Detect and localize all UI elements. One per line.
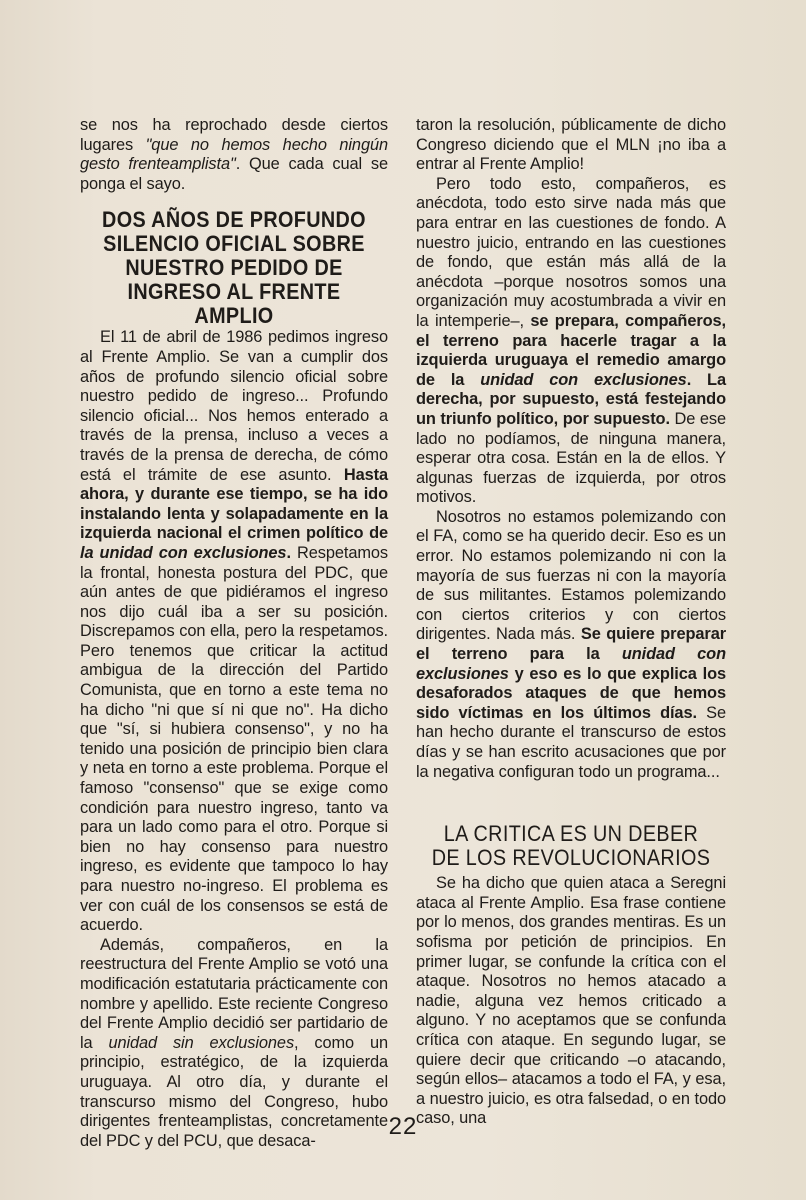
section-heading-2: LA CRITICA ES UN DEBER DE LOS REVOLUCIONARIOS	[431, 821, 711, 871]
text-run: se nos ha reprochado desde ciertos lugares	[80, 116, 388, 154]
italic-run: unidad sin exclusiones	[108, 1033, 295, 1052]
bold-run: Hasta ahora, y durante ese tiempo, se ha ido instalando lenta y solapadamente en la izquierda nacional el crimen político de	[80, 465, 388, 543]
text-run: , como un principio, estratégico, de la izquierda uruguaya. Al otro día, y durante el transcurso mismo del Congreso, hubo dirigentes frenteamplistas, concretamente del PDC y del PCU, que desaca-	[80, 1033, 388, 1150]
bold-italic-run: unidad con exclusiones	[416, 645, 726, 683]
bold-run: Se quiere preparar el terreno para la	[416, 625, 726, 664]
text-run: . Que cada cual se ponga el sayo.	[80, 155, 388, 193]
right-paragraph-3	[416, 508, 726, 782]
bold-run: .	[286, 543, 291, 562]
text-run: Pero todo esto, compañeros, es anécdota, todo esto sirve nada más que para entrar en las cuestiones de fondo. A nuestro juicio, entrando en las cuestiones de fondo, que están más allá de la anécdota –porque nosotros somos una organización muy acostumbrada a vivir en la intemperie–,	[416, 174, 726, 330]
text-run: El 11 de abril de 1986 pedimos ingreso al Frente Amplio. Se van a cumplir dos años de profundo silencio oficial sobre nuestro pedido de ingreso... Profundo silencio oficial... Nos hemos enterado a través de la prensa, incluso a veces a través de la prensa de derecha, de cómo está el trámite de ese asunto.	[80, 328, 388, 484]
bold-italic-run: la unidad con exclusiones	[80, 543, 287, 562]
text-run: Además, compañeros, en la reestructura del Frente Amplio se votó una modificación estatutaria prácticamente con nombre y apellido. Este reciente Congreso del Frente Amplio decidió ser partidario de la	[80, 935, 388, 1052]
left-column	[80, 116, 388, 1151]
italic-quote: "que no hemos hecho ningún gesto frenteamplista"	[80, 135, 388, 174]
bold-run: . La derecha, por supuesto, está festejando un triunfo político, por supuesto.	[416, 370, 726, 428]
bold-run: se prepara, compañeros, el terreno para hacerle tragar a la izquierda uruguaya el remedio amargo de la	[416, 311, 726, 389]
section-heading-1: DOS AÑOS DE PROFUNDO SILENCIO OFICIAL SOBRE NUESTRO PEDIDO DE INGRESO AL FRENTE AMPLIO	[102, 207, 366, 329]
text-run: Respetamos la frontal, honesta postura del PDC, que aún antes de que pidiéramos el ingreso nos dijo cuál iba a ser su posición. Discrepamos con ella, pero la respetamos. Pero tenemos que criticar la actitud ambigua de la dirección del Partido Comunista, que en torno a este tema no ha dicho "ni que sí ni que no". Ha dicho que "sí, si hubiera consenso", y no ha tenido una posición de principio bien clara y neta en torno a este problema. Porque el famoso "consenso" que se exige como condición para nuestro ingreso, tanto va para un lado como para el otro. Porque si bien no hay consenso para nuestro ingreso, es evidente que tampoco lo hay para nuestro no-ingreso. El problema es ver con cuál de los consensos se está de acuerdo.	[80, 543, 389, 935]
text-run: De ese lado no podíamos, de ninguna manera, esperar otra cosa. Están en la de ellos. Y algunas fuerzas de izquierda, por otros motivos.	[416, 409, 726, 507]
left-paragraph-2	[80, 328, 388, 935]
page-number: 22	[388, 1113, 418, 1140]
right-paragraph-4: Se ha dicho que quien ataca a Seregni ataca al Frente Amplio. Esa frase contiene por lo menos, dos grandes mentiras. Es un sofisma por petición de principios. En primer lugar, se confunde la crítica con el ataque. Nosotros no hemos atacado a nadie, alguna vez hemos criticado a alguno. Y no aceptamos que se confunda crítica con ataque. En segundo lugar, se quiere decir que criticando –o atacando, según ellos– atacamos a todo el FA, y esa, a nuestro juicio, es otra falsedad, o en todo caso, una	[416, 874, 726, 1128]
text-run: Nosotros no estamos polemizando con el FA, como se ha querido decir. Eso es un error. No estamos polemizando ni con la mayoría de sus fuerzas ni con la mayoría de sus militantes. Estamos polemizando con ciertos criterios y con ciertos dirigentes. Nada más.	[416, 507, 726, 644]
bold-italic-run: unidad con exclusiones	[480, 370, 687, 389]
left-paragraph-1	[80, 116, 388, 194]
right-column	[416, 116, 726, 1129]
bold-run: y eso es lo que explica los desaforados ataques de que hemos sido víctimas en los últimos días.	[416, 664, 726, 722]
text-run: Se han hecho durante el transcurso de estos días y se han escrito acusaciones que por la negativa configuran todo un programa...	[416, 703, 726, 781]
right-paragraph-1: taron la resolución, públicamente de dicho Congreso diciendo que el MLN ¡no iba a entrar al Frente Amplio!	[416, 116, 726, 174]
right-paragraph-2	[416, 175, 726, 508]
